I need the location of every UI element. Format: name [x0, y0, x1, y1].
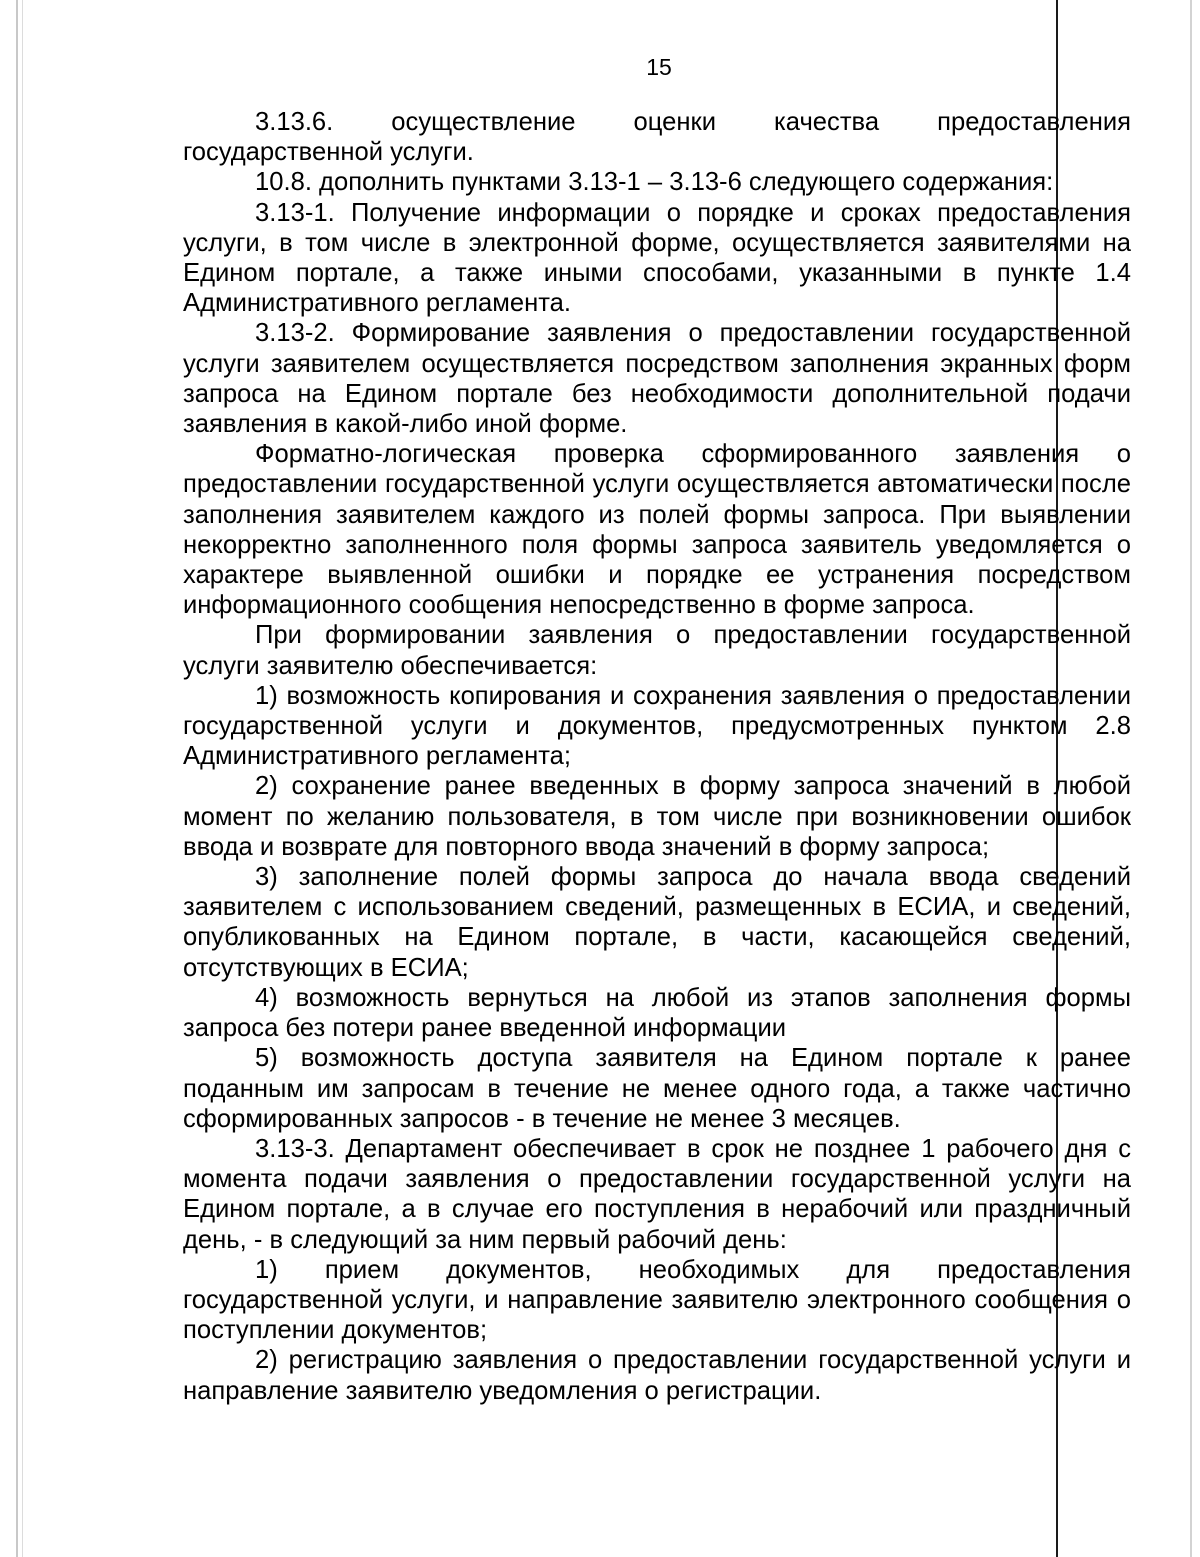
paragraph: 3.13-3. Департамент обеспечивает в срок не позднее 1 рабочего дня с момента подачи заявления о предоставлении государственной услуги на Едином портале, а в случае его поступления в нерабочий или праздничный день, - в следующий за ним первый рабочий день: — [183, 1134, 1131, 1254]
paragraph: 1) прием документов, необходимых для предоставления государственной услуги, и направление заявителю электронного сообщения о поступлении документов; — [183, 1255, 1131, 1345]
page-number: 15 — [646, 54, 672, 80]
paragraph: 2) сохранение ранее введенных в форму запроса значений в любой момент по желанию пользователя, в том числе при возникновении ошибок ввода и возврате для повторного ввода значений в форму запроса; — [183, 772, 1131, 861]
paragraph: Форматно-логическая проверка сформированного заявления о предоставлении государственной услуги осуществляется автоматически после заполнения заявителем каждого из полей формы запроса. При выявлении некорректно заполненного поля формы запроса заявитель уведомляется о характере выявленной ошибки и порядке ее устранения посредством информационного сообщения непосредственно в форме запроса. — [183, 440, 1131, 620]
paragraph: 2) регистрацию заявления о предоставлении государственной услуги и направление заявителю уведомления о регистрации. — [183, 1346, 1131, 1405]
paragraph: 3) заполнение полей формы запроса до начала ввода сведений заявителем с использованием сведений, размещенных в ЕСИА, и сведений, опубликованных на Едином портале, в части, касающейся сведений, отсутствующих в ЕСИА; — [183, 863, 1131, 982]
paragraph: 5) возможность доступа заявителя на Едином портале к ранее поданным им запросам в течение не менее одного года, а также частично сформированных запросов - в течение не менее 3 месяцев. — [183, 1044, 1131, 1133]
paragraph: При формировании заявления о предоставлении государственной услуги заявителю обеспечивается: — [183, 621, 1131, 680]
paragraph: 3.13.6. осуществление оценки качества предоставления государственной услуги. — [183, 108, 1131, 167]
paragraph: 3.13-2. Формирование заявления о предоставлении государственной услуги заявителем осуществляется посредством заполнения экранных форм запроса на Едином портале без необходимости дополнительной подачи заявления в какой-либо иной форме. — [183, 319, 1131, 439]
scan-left-edge — [16, 0, 18, 1557]
paragraph: 1) возможность копирования и сохранения заявления о предоставлении государственной услуги и документов, предусмотренных пунктом 2.8 Административного регламента; — [183, 681, 1131, 771]
body-text — [183, 107, 1131, 1406]
paragraph: 10.8. дополнить пунктами 3.13-1 – 3.13-6 следующего содержания: — [255, 168, 1054, 197]
scan-right-edge — [1190, 0, 1192, 1557]
paragraph: 4) возможность вернуться на любой из этапов заполнения формы запроса без потери ранее введенной информации — [183, 983, 1131, 1043]
paragraph: 3.13-1. Получение информации о порядке и сроках предоставления услуги, в том числе в электронной форме, осуществляется заявителями на Едином портале, а также иными способами, указанными в пункте 1.4 Административного регламента. — [183, 198, 1131, 318]
scan-left-edge-inner — [22, 0, 23, 1557]
